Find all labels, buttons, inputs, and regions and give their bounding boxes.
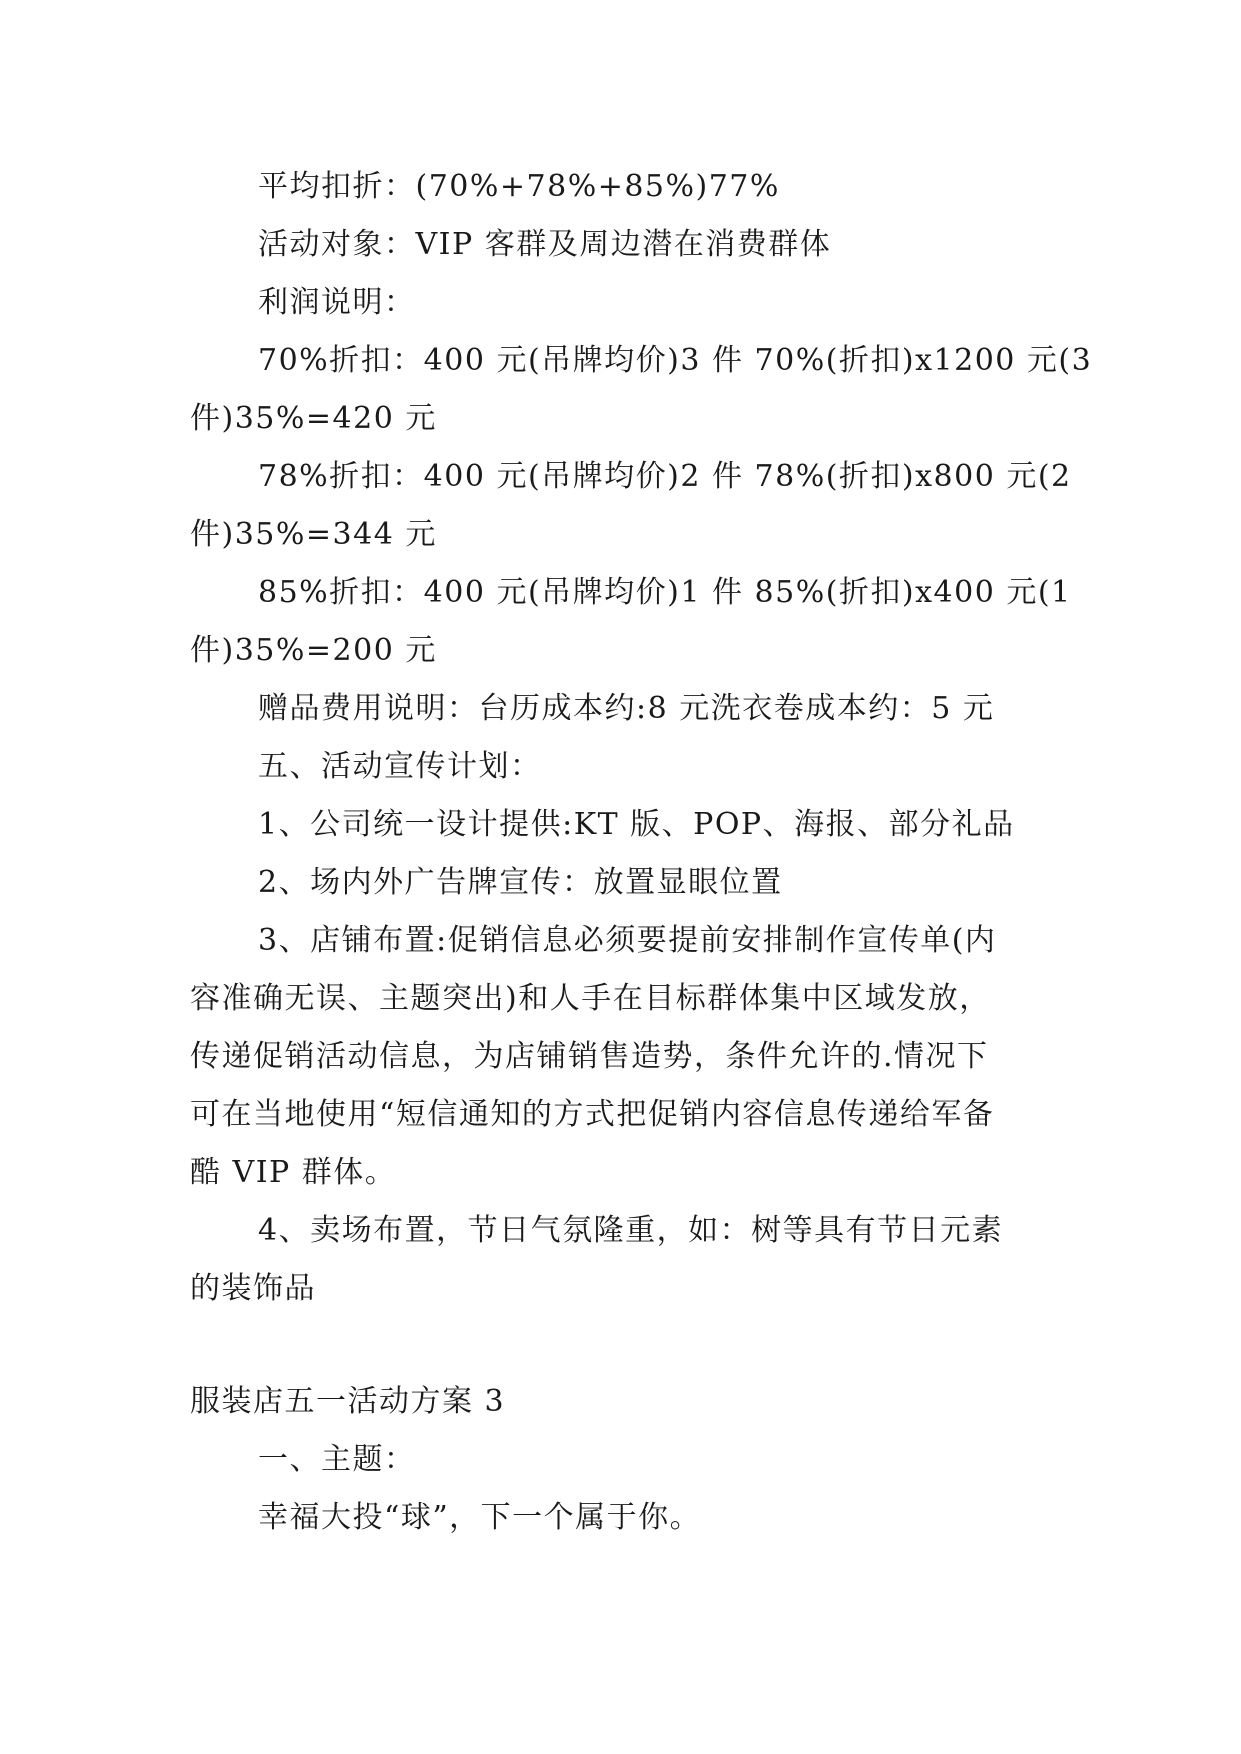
- plan-item-1: 1、公司统一设计提供:KT 版、POP、海报、部分礼品: [258, 807, 1015, 842]
- plan-item-4: 4、卖场布置，节日气氛隆重，如：树等具有节日元素: [258, 1213, 1004, 1248]
- plan-item-3-continuation-2: 传递促销活动信息，为店铺销售造势，条件允许的.情况下: [190, 1039, 989, 1074]
- profit-heading: 利润说明：: [258, 285, 416, 320]
- gift-cost-line: 赠品费用说明：台历成本约:8 元洗衣卷成本约：5 元: [258, 691, 995, 726]
- discount-70-continuation: 件)35%=420 元: [190, 401, 437, 436]
- plan-item-3-continuation-4: 酷 VIP 群体。: [190, 1155, 397, 1190]
- section-title: 服装店五一活动方案 3: [190, 1384, 506, 1419]
- plan-item-3-continuation-1: 容准确无误、主题突出)和人手在目标群体集中区域发放，: [190, 981, 991, 1016]
- average-discount-line: 平均扣折：(70%+78%+85%)77%: [258, 169, 780, 204]
- theme-heading: 一、主题：: [258, 1442, 416, 1477]
- plan-item-2: 2、场内外广告牌宣传：放置显眼位置: [258, 865, 783, 900]
- plan-item-4-continuation: 的装饰品: [190, 1271, 316, 1306]
- discount-70-line: 70%折扣：400 元(吊牌均价)3 件 70%(折扣)x1200 元(3: [258, 343, 1093, 378]
- promotion-plan-heading: 五、活动宣传计划：: [258, 749, 542, 784]
- plan-item-3: 3、店铺布置:促销信息必须要提前安排制作宣传单(内: [258, 923, 997, 958]
- discount-78-line: 78%折扣：400 元(吊牌均价)2 件 78%(折扣)x800 元(2: [258, 459, 1072, 494]
- target-audience-line: 活动对象：VIP 客群及周边潜在消费群体: [258, 227, 832, 262]
- discount-85-line: 85%折扣：400 元(吊牌均价)1 件 85%(折扣)x400 元(1: [258, 575, 1072, 610]
- theme-slogan: 幸福大投“球”，下一个属于你。: [258, 1500, 702, 1535]
- discount-78-continuation: 件)35%=344 元: [190, 517, 437, 552]
- plan-item-3-continuation-3: 可在当地使用“短信通知的方式把促销内容信息传递给军备: [190, 1097, 995, 1132]
- discount-85-continuation: 件)35%=200 元: [190, 633, 437, 668]
